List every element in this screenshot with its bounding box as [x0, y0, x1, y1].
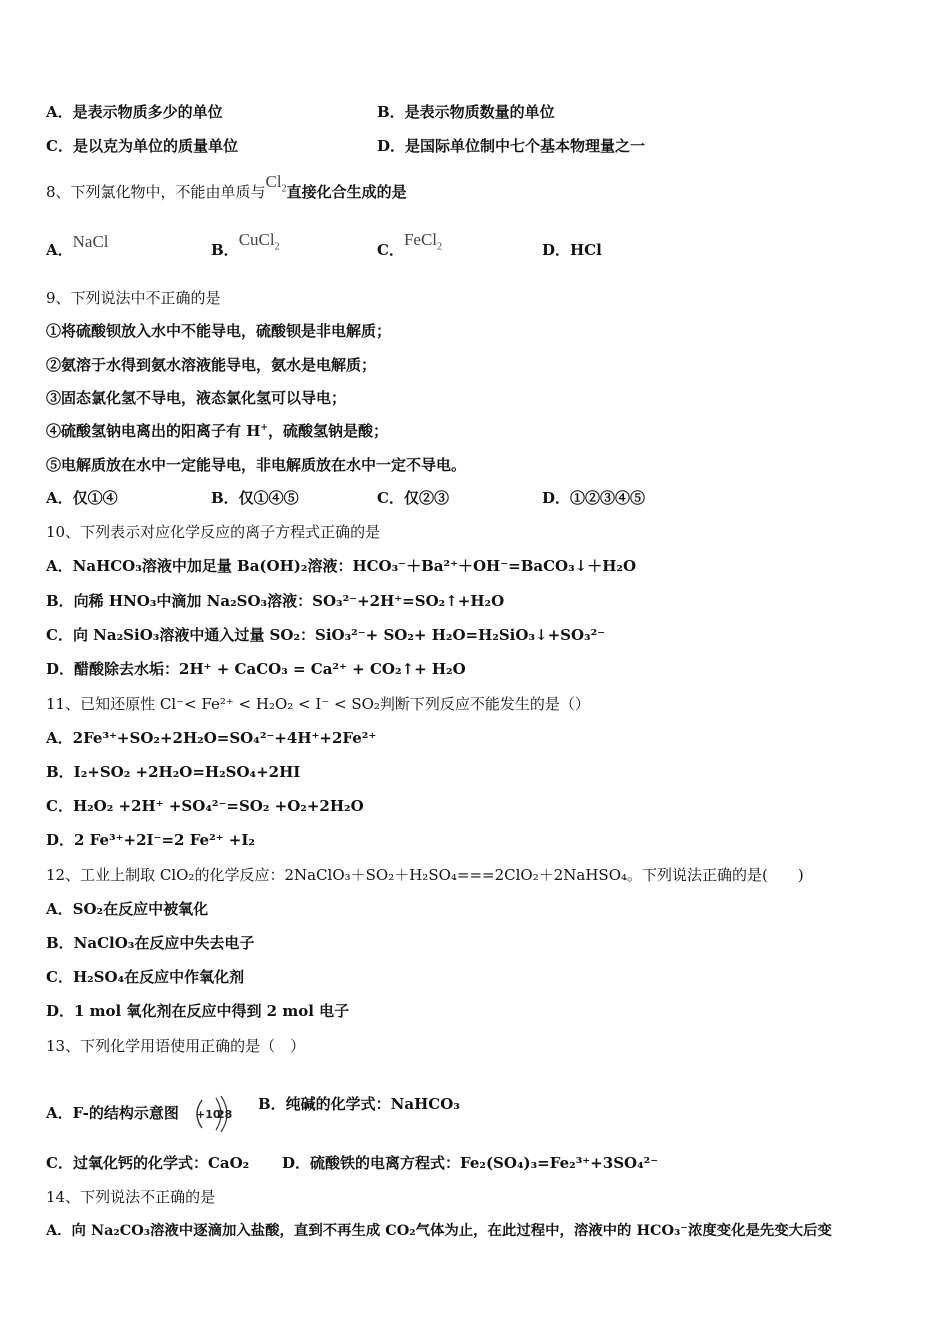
atom-structure-icon [188, 1094, 234, 1134]
q12-option-a: A．SO₂在反应中被氧化 [46, 900, 209, 918]
q11-option-d: D．2 Fe³⁺+2I⁻=2 Fe²⁺ +I₂ [46, 831, 255, 849]
q11-option-c: C．H₂O₂ +2H⁺ +SO₄²⁻=SO₂ +O₂+2H₂O [46, 797, 364, 815]
q7-option-d: D．是国际单位制中七个基本物理量之一 [377, 137, 646, 155]
q9-statement-1: ①将硫酸钡放入水中不能导电，硫酸钡是非电解质； [46, 322, 392, 340]
fluoride-ion-structure-diagram [188, 1094, 234, 1134]
q11-stem: 11、已知还原性 Cl⁻< Fe²⁺ < H₂O₂ < I⁻ < SO₂判断下列反应不能发生的是（） [46, 695, 590, 713]
q13-stem: 13、下列化学用语使用正确的是（ ） [46, 1037, 306, 1055]
nucleus-charge-label: +10 [196, 1108, 221, 1121]
q8-option-b-formula: CuCl$_2$ [238, 230, 280, 253]
q9-option-a: A．仅①④ [46, 489, 118, 507]
q10-option-c: C．向 Na₂SiO₃溶液中通入过量 SO₂：SiO₃²⁻+ SO₂+ H₂O=H₂SiO₃↓+SO₃²⁻ [46, 626, 606, 644]
q14-option-a: A．向 Na₂CO₃溶液中逐滴加入盐酸，直到不再生成 CO₂气体为止，在此过程中，溶液中的 HCO₃⁻浓度变化是先变大后变 [46, 1222, 832, 1239]
q10-option-a: A．NaHCO₃溶液中加足量 Ba(OH)₂溶液：HCO₃⁻＋Ba²⁺＋OH⁻=BaCO₃↓＋H₂O [46, 557, 637, 575]
q13-option-a [46, 1094, 234, 1134]
q9-statement-4: ④硫酸氢钠电离出的阳离子有 H+，硫酸氢钠是酸； [46, 422, 388, 440]
q8-option-d: D．HCl [542, 241, 602, 259]
q10-option-b: B．向稀 HNO₃中滴加 Na₂SO₃溶液：SO₃²⁻+2H⁺=SO₂↑+H₂O [46, 592, 505, 610]
q8-stem-pre: 8、下列氯化物中，不能由单质与 [46, 183, 266, 201]
q8-stem [46, 172, 407, 202]
q8-option-a [46, 232, 109, 260]
q8-option-a-label: A． [46, 241, 73, 259]
q7-option-a: A．是表示物质多少的单位 [46, 103, 223, 121]
q9-option-b: B．仅①④⑤ [211, 489, 299, 507]
q9-statement-3: ③固态氯化氢不导电，液态氯化氢可以导电； [46, 389, 347, 407]
q7-option-c: C．是以克为单位的质量单位 [46, 137, 238, 155]
q9-stem: 9、下列说法中不正确的是 [46, 289, 221, 307]
q10-option-d: D．醋酸除去水垢：2H⁺ + CaCO₃ = Ca²⁺ + CO₂↑+ H₂O [46, 660, 466, 678]
q12-option-c: C．H₂SO₄在反应中作氧化剂 [46, 968, 245, 986]
q8-option-b-label: B． [211, 241, 239, 259]
q12-option-d: D．1 mol 氧化剂在反应中得到 2 mol 电子 [46, 1002, 350, 1020]
q8-option-c [377, 230, 443, 260]
q10-stem: 10、下列表示对应化学反应的离子方程式正确的是 [46, 523, 381, 541]
q8-option-c-formula: FeCl$_2$ [403, 230, 443, 253]
q11-option-b: B．I₂+SO₂ +2H₂O=H₂SO₄+2HI [46, 763, 301, 781]
q13-option-d: D．硫酸铁的电离方程式：Fe₂(SO₄)₃=Fe₂³⁺+3SO₄²⁻ [282, 1154, 659, 1172]
q9-option-c: C．仅②③ [377, 489, 449, 507]
q13-option-a-text: A．F-的结构示意图 [46, 1104, 179, 1122]
q12-option-b: B．NaClO₃在反应中失去电子 [46, 934, 255, 952]
q8-stem-post: 直接化合生成的是 [286, 183, 407, 201]
q8-cl2-formula: $Cl_2$ [265, 172, 287, 195]
q11-option-a: A．2Fe³⁺+SO₂+2H₂O=SO₄²⁻+4H⁺+2Fe²⁺ [46, 729, 377, 747]
q14-stem: 14、下列说法不正确的是 [46, 1188, 216, 1206]
q13-option-c: C．过氧化钙的化学式：CaO₂ [46, 1154, 250, 1172]
q7-option-b: B．是表示物质数量的单位 [377, 103, 555, 121]
q8-option-b [211, 230, 280, 260]
q12-stem: 12、工业上制取 ClO₂的化学反应：2NaClO₃＋SO₂＋H₂SO₄===2ClO₂＋2NaHSO₄。下列说法正确的是( ) [46, 866, 804, 884]
electron-shells-label: 28 [217, 1108, 233, 1121]
q9-option-d: D．①②③④⑤ [542, 489, 646, 507]
q9-statement-5: ⑤电解质放在水中一定能导电，非电解质放在水中一定不导电。 [46, 456, 467, 474]
q8-option-c-label: C． [377, 241, 404, 259]
q9-statement-2: ②氨溶于水得到氨水溶液能导电，氨水是电解质； [46, 356, 377, 374]
q13-option-b: B．纯碱的化学式：NaHCO₃ [258, 1095, 460, 1113]
q8-option-a-formula: NaCl [72, 232, 109, 251]
